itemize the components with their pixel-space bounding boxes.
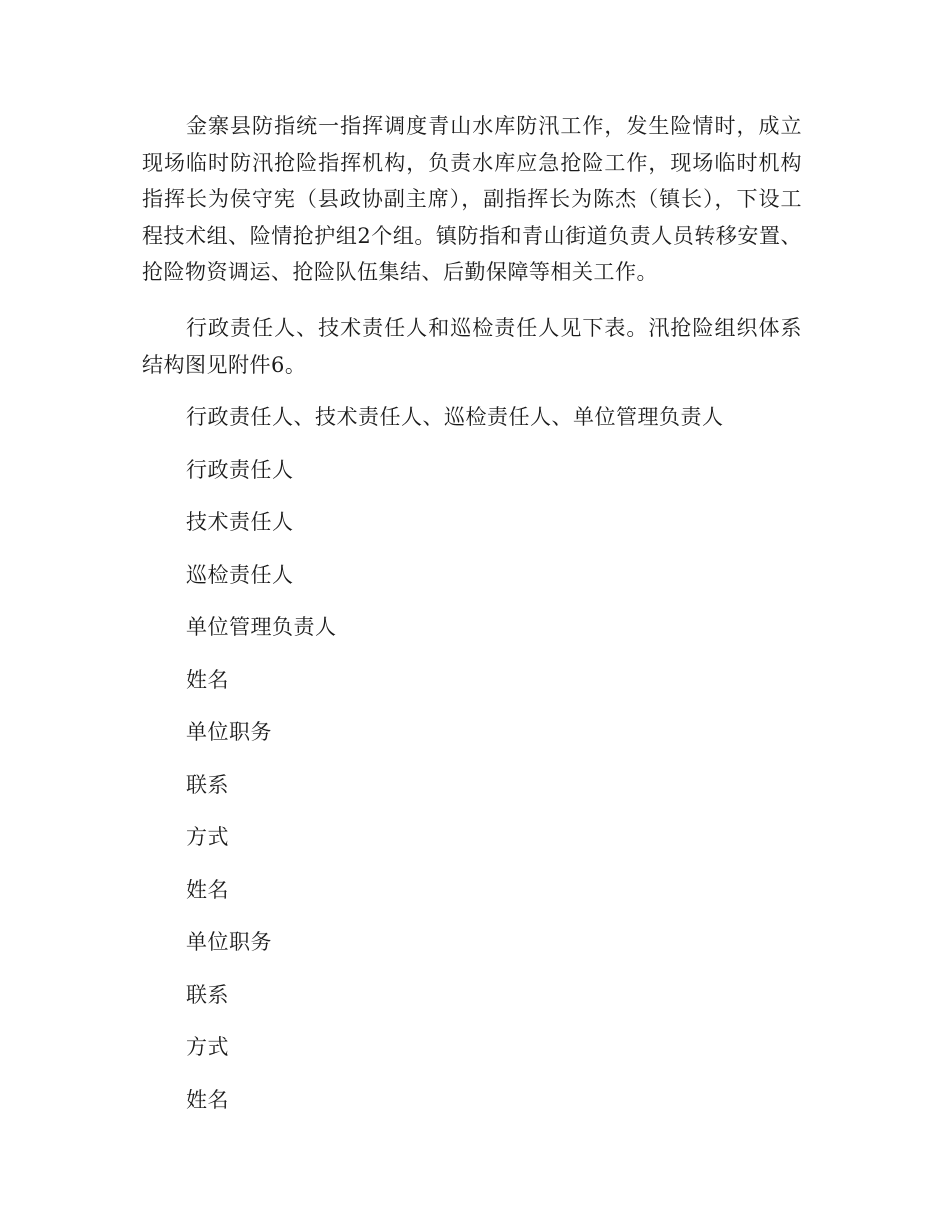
table-line: 姓名 <box>186 668 229 692</box>
table-line: 单位职务 <box>186 930 272 954</box>
table-line: 方式 <box>186 825 229 849</box>
table-line: 单位职务 <box>186 720 272 744</box>
table-line: 技术责任人 <box>186 510 294 534</box>
table-line: 姓名 <box>186 1088 229 1112</box>
table-line: 巡检责任人 <box>186 563 294 587</box>
table-caption: 行政责任人、技术责任人、巡检责任人、单位管理负责人 <box>186 405 724 429</box>
table-line: 行政责任人 <box>186 458 294 482</box>
table-line: 联系 <box>186 983 229 1007</box>
paragraph-command-structure: 金寨县防指统一指挥调度青山水库防汛工作，发生险情时，成立现场临时防汛抢险指挥机构，负责水库应急抢险工作，现场临时机构指挥长为侯守宪（县政协副主席），副指挥长为陈杰（镇长），下设工程技术组、险情抢护组2个组。镇防指和青山街道负责人员转移安置、抢险物资调运、抢险队伍集结、后勤保障等相关工作。 <box>142 114 802 284</box>
table-line: 联系 <box>186 773 229 797</box>
table-line: 姓名 <box>186 878 229 902</box>
table-line: 方式 <box>186 1035 229 1059</box>
paragraph-responsible-persons: 行政责任人、技术责任人和巡检责任人见下表。汛抢险组织体系结构图见附件6。 <box>142 316 802 377</box>
table-line: 单位管理负责人 <box>186 615 337 639</box>
